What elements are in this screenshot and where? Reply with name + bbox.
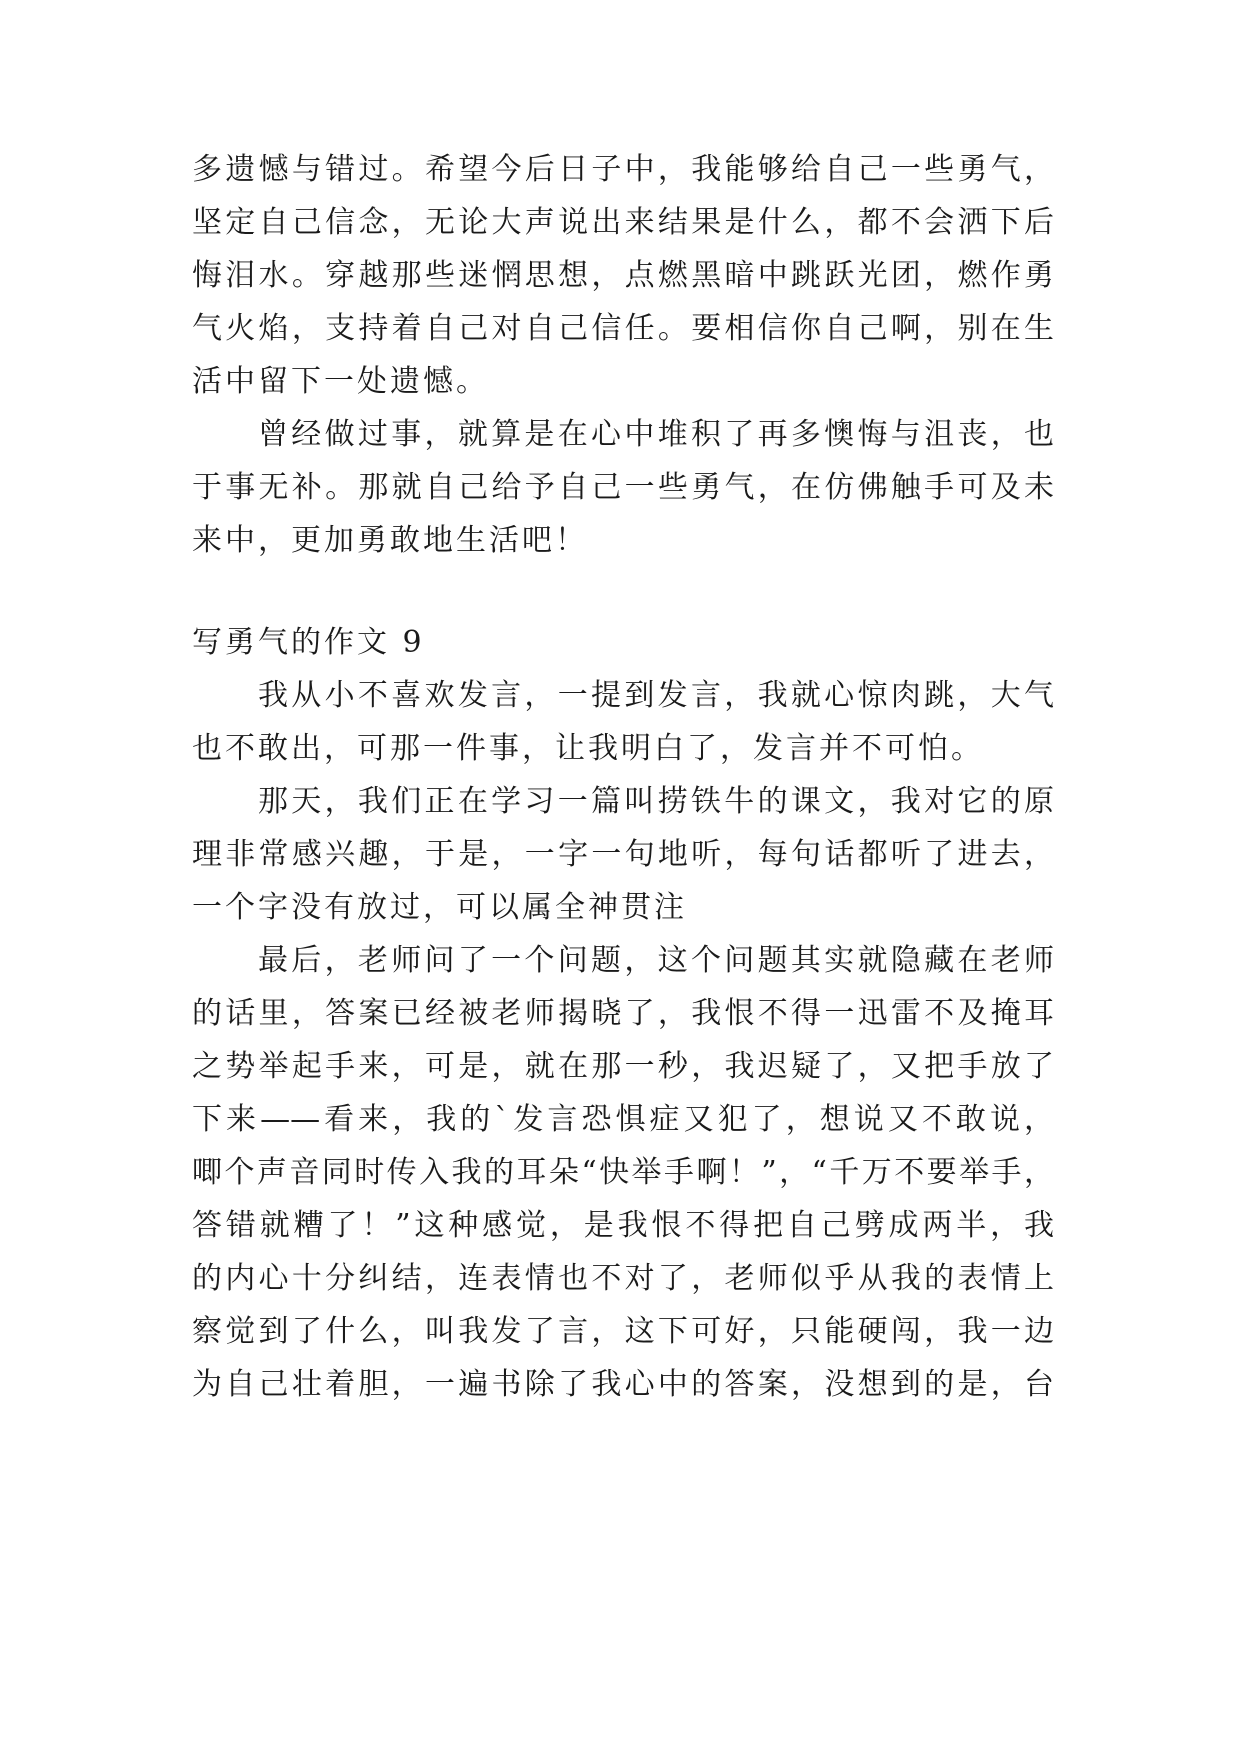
- text-line: 于事无补。那就自己给予自己一些勇气，在仿佛触手可及未: [192, 470, 1054, 505]
- text-line: 多遗憾与错过。希望今后日子中，我能够给自己一些勇气，: [192, 152, 1054, 187]
- text-line: 之势举起手来，可是，就在那一秒，我迟疑了，又把手放了: [192, 1049, 1054, 1084]
- text-line: 也不敢出，可那一件事，让我明白了，发言并不可怕。: [192, 731, 984, 766]
- text-line: 答错就糟了！”这种感觉，是我恨不得把自己劈成两半，我: [192, 1208, 1054, 1243]
- text-line: 为自己壮着胆，一遍书除了我心中的答案，没想到的是，台: [192, 1367, 1054, 1402]
- text-line: 活中留下一处遗憾。: [192, 364, 489, 399]
- text-line: 理非常感兴趣，于是，一字一句地听，每句话都听了进去，: [192, 837, 1054, 872]
- section-title: 写勇气的作文 9: [192, 625, 425, 660]
- text-line: 下来——看来，我的`发言恐惧症又犯了，想说又不敢说，: [192, 1102, 1054, 1137]
- text-line: 察觉到了什么，叫我发了言，这下可好，只能硬闯，我一边: [192, 1314, 1054, 1349]
- paragraph-first-line: 最后，老师问了一个问题，这个问题其实就隐藏在老师: [258, 943, 1054, 978]
- text-line: 的内心十分纠结，连表情也不对了，老师似乎从我的表情上: [192, 1261, 1054, 1296]
- text-line: 一个字没有放过，可以属全神贯注: [192, 890, 687, 925]
- text-line: 坚定自己信念，无论大声说出来结果是什么，都不会洒下后: [192, 205, 1054, 240]
- paragraph-first-line: 我从小不喜欢发言，一提到发言，我就心惊肉跳，大气: [258, 678, 1054, 713]
- text-line: 的话里，答案已经被老师揭晓了，我恨不得一迅雷不及掩耳: [192, 996, 1054, 1031]
- paragraph-first-line: 那天，我们正在学习一篇叫捞铁牛的课文，我对它的原: [258, 784, 1054, 819]
- text-line: 悔泪水。穿越那些迷惘思想，点燃黑暗中跳跃光团，燃作勇: [192, 258, 1054, 293]
- text-line: 来中，更加勇敢地生活吧！: [192, 523, 588, 558]
- paragraph-first-line: 曾经做过事，就算是在心中堆积了再多懊悔与沮丧，也: [258, 417, 1054, 452]
- text-line: 唧个声音同时传入我的耳朵“快举手啊！”，“千万不要举手，: [192, 1155, 1054, 1190]
- text-line: 气火焰，支持着自己对自己信任。要相信你自己啊，别在生: [192, 311, 1054, 346]
